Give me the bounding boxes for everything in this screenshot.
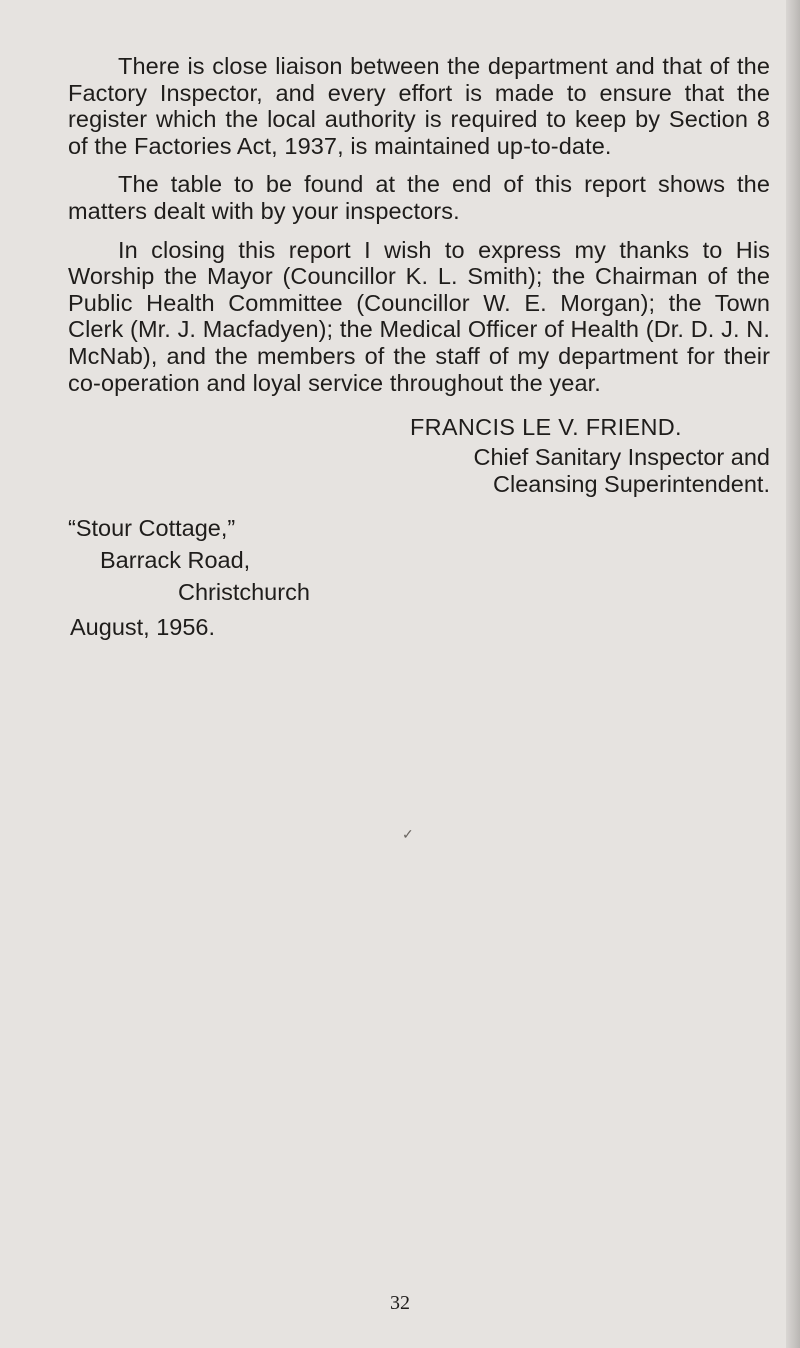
stray-ink-mark: ✓ [402,826,414,842]
page-number: 32 [390,1292,410,1314]
signatory-name: FRANCIS LE V. FRIEND. [410,414,682,440]
paragraph-table-reference: The table to be found at the end of this report shows the matters dealt with by your inspectors. [68,171,770,224]
address-block [68,512,310,608]
signatory-title-line-1: Chief Sanitary Inspector and [473,444,770,470]
paragraph-closing-thanks: In closing this report I wish to express my thanks to His Worship the Mayor (Councillor K. L. Smith); the Chairman of the Public Health Committee (Councillor W. E. Morgan); the Town Clerk (Mr. J. Macfadyen); the Medical Officer of Health (Dr. D. J. N. McNab), and the members of the staff of my department for their co-operation and loyal service throughout the year. [68,236,770,396]
report-date: August, 1956. [70,614,216,640]
body-text [68,53,770,408]
address-line-2: Barrack Road, [100,547,251,573]
address-line-3: Christchurch [178,579,310,605]
signatory-title-line-2: Cleansing Superintendent. [493,471,770,497]
signature-block [410,414,770,498]
address-line-1: “Stour Cottage,” [68,515,236,541]
page-edge-shadow [786,0,800,1348]
paragraph-factory-inspector: There is close liaison between the department and that of the Factory Inspector, and every effort is made to ensure that the register which the local authority is required to keep by Section 8 of the Factories Act, 1937, is maintained up-to-date. [68,53,770,159]
